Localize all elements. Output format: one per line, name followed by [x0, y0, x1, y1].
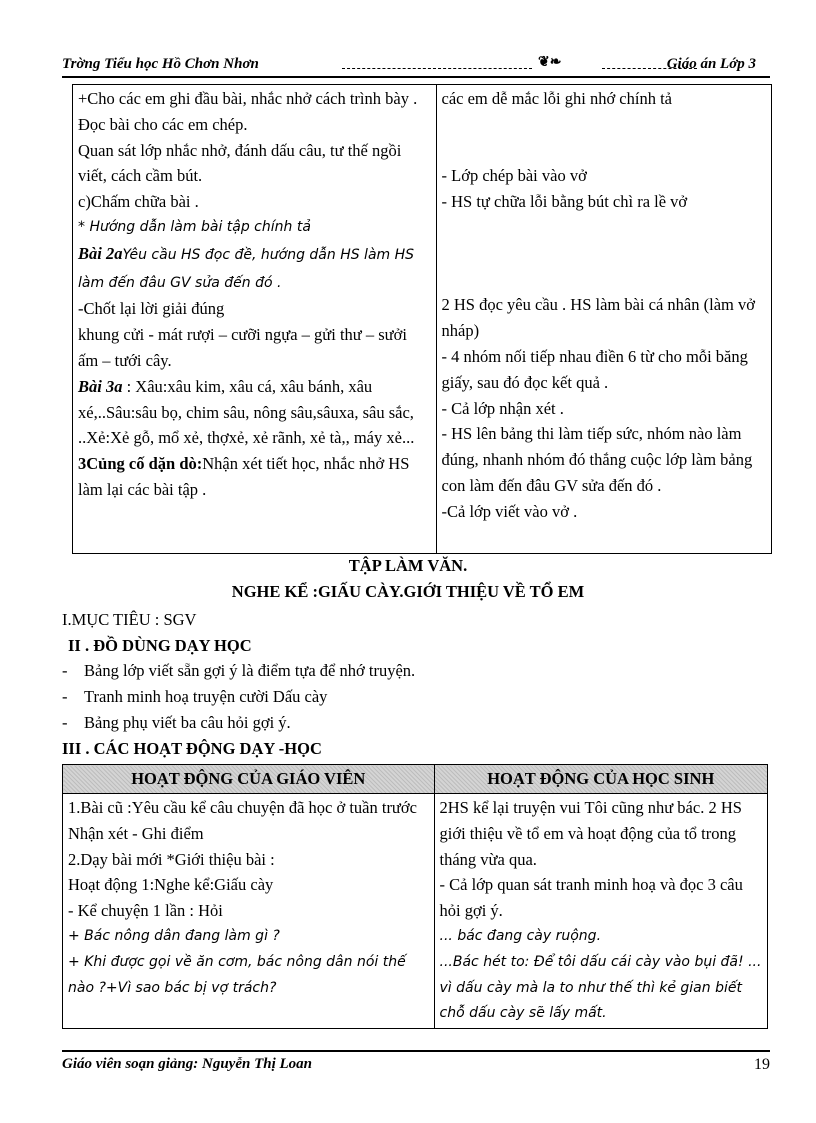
student-header: HOẠT ĐỘNG CỦA HỌC SINH — [434, 765, 767, 794]
text-line: - Lớp chép bài vào vở — [441, 166, 587, 186]
text-line: +Cho các em ghi đầu bài, nhắc nhở cách trình bày . — [78, 89, 418, 108]
spacer — [442, 215, 766, 241]
lesson-table-top — [72, 84, 772, 554]
header-dash-left — [342, 68, 532, 69]
material-text: Tranh minh hoạ truyện cười Dấu cày — [84, 687, 328, 706]
objective-heading: I.MỤC TIÊU : SGV — [62, 610, 197, 629]
text-line: - Kể chuyện 1 lần : Hỏi — [68, 901, 223, 921]
text-line: các em dễ mắc lỗi ghi nhớ chính tả — [441, 89, 672, 108]
text-line: Hoạt động 1:Nghe kể:Giấu cày — [68, 875, 274, 895]
header-school: Trờng Tiểu học Hồ Chơn Nhơn — [62, 56, 259, 72]
exercise-2a — [78, 241, 431, 297]
student-column — [434, 794, 767, 1029]
activities-heading: III . CÁC HOẠT ĐỘNG DẠY -HỌC — [62, 739, 322, 758]
student-column — [436, 85, 771, 554]
page-number: 19 — [754, 1056, 770, 1073]
text-line: 2.Dạy bài mới *Giới thiệu bài : — [68, 849, 275, 869]
page-header — [62, 56, 770, 78]
text-line: khung cửi - mát rượi – cưỡi ngựa – gửi thư – sưởi ấm – tưới cây. — [78, 325, 407, 370]
text-line: - HS lên bảng thi làm tiếp sức, nhóm nào làm đúng, nhanh nhóm đó thắng cuộc lớp làm bảng con làm đến đâu GV sửa đến đó . — [441, 424, 753, 495]
spacer — [442, 112, 766, 138]
page-footer — [62, 1050, 770, 1073]
spacer — [442, 138, 766, 164]
lesson-title: NGHE KỂ :GIẤU CÀY.GIỚI THIỆU VỀ TỔ EM — [231, 582, 585, 601]
material-text: Bảng phụ viết ba câu hỏi gợi ý. — [84, 713, 291, 732]
text-line: Đọc bài cho các em chép. — [78, 114, 248, 134]
text-line: - Cả lớp quan sát tranh minh hoạ và đọc 3 câu hỏi gợi ý. — [439, 875, 743, 921]
exercise-label: Bài 2a — [78, 243, 123, 263]
material-item: - Bảng phụ viết ba câu hỏi gợi ý. — [62, 713, 291, 732]
header-rule — [62, 76, 770, 78]
text-line: 1.Bài cũ :Yêu cầu kể câu chuyện đã học ở tuần trước — [68, 798, 417, 817]
exercise-text: : Xâu:xâu kim, xâu cá, xâu bánh, xâu xé,..Sâu:sâu bọ, chim sâu, nông sâu,sâuxa, sâu sắc, ..Xẻ:Xẻ gỗ, mổ xẻ, thợxẻ, xẻ rãnh, xẻ tà,, máy xẻ... — [78, 376, 415, 448]
question-line: + Bác nông dân đang làm gì ? — [68, 927, 280, 944]
exercise-label: Bài 3a — [78, 376, 123, 396]
text-line: 2HS kể lại truyện vui Tôi cũng như bác. 2 HS giới thiệu về tổ em và hoạt động của tổ trong tháng vừa qua. — [439, 798, 742, 869]
text-line: 2 HS đọc yêu cầu . HS làm bài cá nhân (làm vở nháp) — [441, 295, 755, 341]
answer-line: ... bác đang cày ruộng. — [439, 927, 602, 944]
footer-teacher: Giáo viên soạn giảng: Nguyễn Thị Loan — [62, 1056, 313, 1072]
materials-heading: II . ĐỒ DÙNG DẠY HỌC — [68, 636, 252, 655]
exercise-text: Yêu cầu HS đọc đề, hướng dẫn HS làm HS làm đến đâu GV sửa đến đó . — [78, 246, 415, 291]
material-text: Bảng lớp viết sẵn gợi ý là điểm tựa để nhớ truyện. — [84, 661, 416, 680]
answer-line: ...Bác hét to: Để tôi dấu cái cày vào bụi đã! ... vì dấu cày mà la to như thế thì kẻ gian biết chỗ dấu cày sẽ lấy mất. — [439, 953, 762, 1022]
teacher-column — [63, 794, 435, 1029]
text-line: -Chốt lại lời giải đúng — [78, 299, 225, 319]
teacher-column — [73, 85, 437, 554]
text-line: -Cả lớp viết vào vở . — [441, 501, 578, 521]
text-line: c)Chấm chữa bài . — [78, 192, 199, 212]
text-line: - Cả lớp nhận xét . — [441, 398, 564, 418]
step-text: Nhận xét tiết học, nhắc nhở HS làm lại các bài tập . — [78, 454, 410, 499]
exercise-heading: * Hướng dẫn làm bài tập chính tả — [78, 218, 311, 235]
activities-table — [62, 764, 768, 1029]
text-line: - HS tự chữa lỗi bằng bút chì ra lề vở — [441, 192, 688, 212]
spacer — [442, 267, 766, 293]
step-label: 3Củng cố dặn dò: — [78, 454, 203, 474]
question-line: + Khi được gọi về ăn cơm, bác nông dân nói thế nào ?+Vì sao bác bị vợ trách? — [68, 953, 406, 996]
ornament-icon: ❦❧ — [538, 55, 562, 70]
teacher-header: HOẠT ĐỘNG CỦA GIÁO VIÊN — [63, 765, 435, 794]
exercise-3a — [78, 374, 431, 451]
material-item: - Bảng lớp viết sẵn gợi ý là điểm tựa để nhớ truyện. — [62, 661, 416, 680]
material-item: - Tranh minh hoạ truyện cười Dấu cày — [62, 687, 328, 706]
lesson-subject-title: TẬP LÀM VĂN. — [348, 556, 468, 575]
text-line: Nhận xét - Ghi điểm — [68, 823, 204, 843]
header-grade: Giáo án Lớp 3 — [666, 56, 756, 72]
footer-rule — [62, 1050, 770, 1052]
text-line: - 4 nhóm nối tiếp nhau điền 6 từ cho mỗi băng giấy, sau đó đọc kết quả . — [441, 346, 748, 392]
closing-step — [78, 451, 431, 503]
text-line: Quan sát lớp nhắc nhở, đánh dấu câu, tư thế ngồi viết, cách cầm bút. — [78, 140, 402, 186]
spacer — [442, 241, 766, 267]
